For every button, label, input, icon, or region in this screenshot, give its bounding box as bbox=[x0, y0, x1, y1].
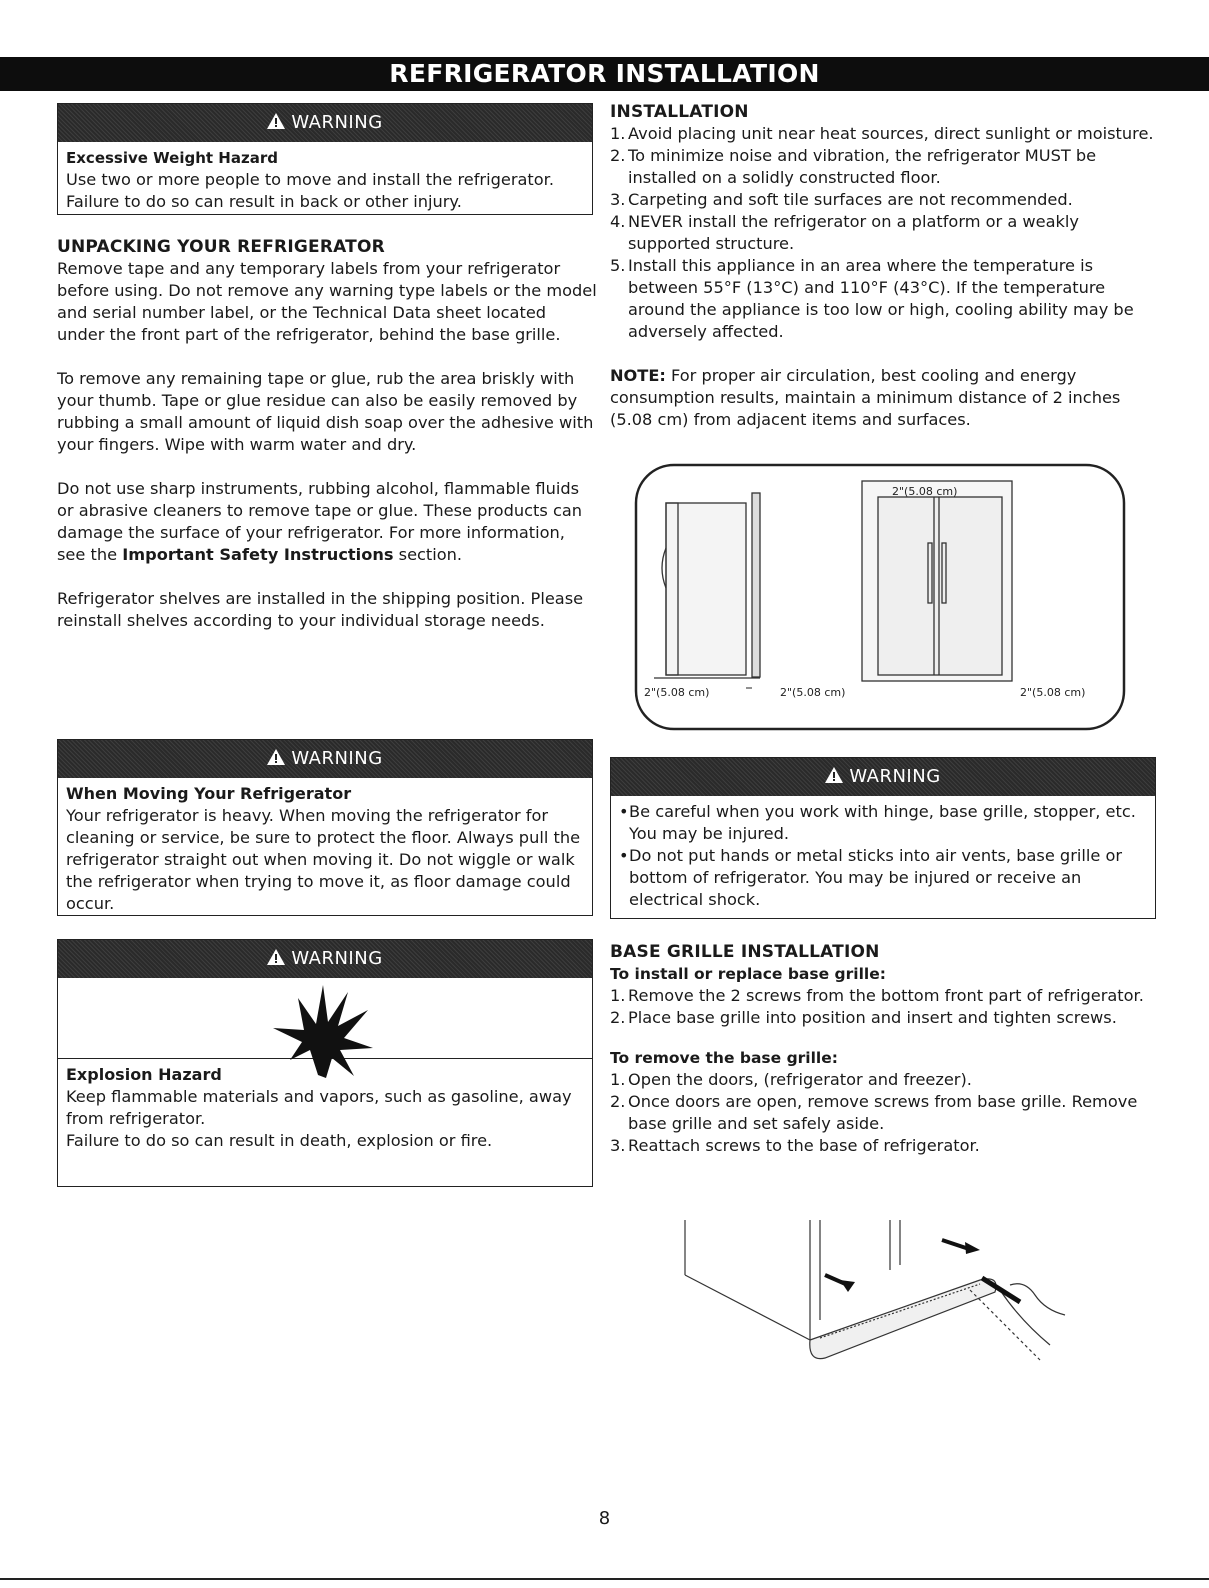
text: section. bbox=[393, 545, 463, 564]
warning-triangle-icon bbox=[267, 113, 285, 129]
list-item bbox=[610, 1069, 1155, 1091]
list-item bbox=[610, 1007, 1155, 1029]
hazard-title: Excessive Weight Hazard bbox=[66, 149, 278, 167]
warning-header bbox=[58, 940, 592, 978]
list-item: • Do not put hands or metal sticks into air vents, base grille or bottom of refrigerator. You may be injured or receive an electrical shock. bbox=[619, 845, 1147, 911]
note bbox=[610, 365, 1155, 431]
item-number: 4. bbox=[610, 212, 626, 231]
remove-steps bbox=[610, 1069, 1155, 1157]
list-item bbox=[610, 145, 1155, 189]
item-number: 3. bbox=[610, 190, 626, 209]
warning-triangle-icon bbox=[825, 767, 843, 783]
item-text: Open the doors, (refrigerator and freezer). bbox=[628, 1070, 972, 1089]
warning-triangle-icon bbox=[267, 749, 285, 765]
item-number: 5. bbox=[610, 256, 626, 275]
fridge-side-view bbox=[654, 493, 760, 678]
subheading: To install or replace base grille: bbox=[610, 965, 886, 983]
safety-instructions-reference: Important Safety Instructions bbox=[122, 545, 394, 564]
hazard-title: When Moving Your Refrigerator bbox=[66, 784, 352, 803]
base-grille bbox=[810, 1279, 996, 1359]
item-number: 1. bbox=[610, 986, 626, 1005]
installation-list bbox=[610, 123, 1155, 343]
warning-text: Your refrigerator is heavy. When moving the refrigerator for cleaning or service, be sure to protect the floor. Always pull the refrigerator straight out when moving it. Do not wiggle or walk the refrigerator when trying to move it, as floor damage could occur. bbox=[66, 806, 581, 913]
page-number: 8 bbox=[598, 1508, 611, 1529]
list-item bbox=[610, 1091, 1155, 1135]
warning-box-hinge bbox=[610, 757, 1156, 919]
paragraph bbox=[57, 478, 597, 566]
item-text: Once doors are open, remove screws from base grille. Remove base grille and set safely aside. bbox=[628, 1092, 1138, 1133]
section-heading: INSTALLATION bbox=[610, 102, 749, 122]
item-text: Install this appliance in an area where the temperature is between 55°F (13°C) and 110°F (43°C). If the temperature around the appliance is too low or high, cooling ability may be adversely affected. bbox=[628, 256, 1134, 341]
warning-bullets bbox=[619, 801, 1147, 911]
warning-line: Keep flammable materials and vapors, such as gasoline, away from refrigerator. bbox=[66, 1087, 572, 1128]
item-text: Carpeting and soft tile surfaces are not recommended. bbox=[628, 190, 1073, 209]
item-text: NEVER install the refrigerator on a platform or a weakly supported structure. bbox=[628, 212, 1079, 253]
item-number: 1. bbox=[610, 1070, 626, 1089]
hazard-title: Explosion Hazard bbox=[66, 1065, 222, 1084]
dimension-label-left: 2"(5.08 cm) bbox=[644, 686, 710, 699]
warning-line: Failure to do so can result in back or other injury. bbox=[66, 192, 462, 211]
warning-label: WARNING bbox=[291, 948, 383, 969]
install-steps bbox=[610, 985, 1155, 1029]
item-text: Avoid placing unit near heat sources, direct sunlight or moisture. bbox=[628, 124, 1154, 143]
explosion-symbol-area bbox=[58, 978, 592, 1059]
fridge-front-view bbox=[862, 481, 1012, 681]
paragraph: Remove tape and any temporary labels from your refrigerator before using. Do not remove any warning type labels or the model and serial number label, or the Technical Data sheet located under the front part of the refrigerator, behind the base grille. bbox=[57, 259, 597, 344]
list-item: • Be careful when you work with hinge, base grille, stopper, etc. You may be injured. bbox=[619, 801, 1147, 845]
explosion-icon bbox=[268, 980, 378, 1080]
paragraph: Refrigerator shelves are installed in the shipping position. Please reinstall shelves according to your individual storage needs. bbox=[57, 589, 584, 630]
warning-label: WARNING bbox=[291, 112, 383, 133]
warning-header bbox=[58, 740, 592, 778]
warning-line: Use two or more people to move and install the refrigerator. bbox=[66, 170, 554, 189]
list-item bbox=[610, 255, 1155, 343]
item-number: 1. bbox=[610, 124, 626, 143]
fridge-bottom-edge bbox=[685, 1275, 810, 1340]
warning-label: WARNING bbox=[291, 748, 383, 769]
warning-line: Failure to do so can result in death, explosion or fire. bbox=[66, 1131, 493, 1150]
dimension-label-right: 2"(5.08 cm) bbox=[1020, 686, 1086, 699]
warning-triangle-icon bbox=[267, 949, 285, 965]
item-text: To minimize noise and vibration, the refrigerator MUST be installed on a solidly constructed floor. bbox=[628, 146, 1097, 187]
section-heading: BASE GRILLE INSTALLATION bbox=[610, 942, 880, 962]
note-label: NOTE: bbox=[610, 366, 666, 385]
page-title: REFRIGERATOR INSTALLATION bbox=[0, 57, 1209, 91]
item-number: 2. bbox=[610, 146, 626, 165]
item-text: Place base grille into position and insert and tighten screws. bbox=[628, 1008, 1117, 1027]
paragraph: To remove any remaining tape or glue, rub the area briskly with your thumb. Tape or glue residue can also be easily removed by rubbing a small amount of liquid dish soap over the adhesive with your fingers. Wipe with warm water and dry. bbox=[57, 369, 594, 454]
list-item bbox=[610, 211, 1155, 255]
warning-box-weight bbox=[57, 103, 593, 215]
text: Do not use sharp instruments, rubbing alcohol, flammable fluids or abrasive cleaners to remove tape or glue. These products can damage the surface of your refrigerator. For more information, see the bbox=[57, 479, 583, 564]
section-heading: UNPACKING YOUR REFRIGERATOR bbox=[57, 237, 385, 257]
subheading: To remove the base grille: bbox=[610, 1049, 838, 1067]
list-item bbox=[610, 123, 1155, 145]
note-text: For proper air circulation, best cooling and energy consumption results, maintain a minimum distance of 2 inches (5.08 cm) from adjacent items and surfaces. bbox=[610, 366, 1121, 429]
item-number: 2. bbox=[610, 1092, 626, 1111]
item-text: Reattach screws to the base of refrigerator. bbox=[628, 1136, 980, 1155]
dimension-label-top: 2"(5.08 cm) bbox=[892, 485, 958, 498]
warning-label: WARNING bbox=[849, 766, 941, 787]
warning-box-explosion bbox=[57, 939, 593, 1187]
list-item bbox=[610, 189, 1155, 211]
base-grille-section bbox=[610, 941, 1155, 1157]
installation-section bbox=[610, 101, 1155, 431]
warning-header bbox=[58, 104, 592, 142]
warning-box-moving bbox=[57, 739, 593, 916]
dimension-label-middle: 2"(5.08 cm) bbox=[780, 686, 846, 699]
item-text: Remove the 2 screws from the bottom front part of refrigerator. bbox=[628, 986, 1144, 1005]
item-number: 2. bbox=[610, 1008, 626, 1027]
list-item bbox=[610, 1135, 1155, 1157]
bottom-rule bbox=[0, 1578, 1209, 1580]
clearance-diagram bbox=[634, 463, 1126, 733]
hand-outline bbox=[1000, 1290, 1050, 1345]
warning-header bbox=[611, 758, 1155, 796]
unpacking-section bbox=[57, 236, 597, 632]
list-item bbox=[610, 985, 1155, 1007]
item-number: 3. bbox=[610, 1136, 626, 1155]
base-grille-illustration bbox=[680, 1220, 1080, 1370]
